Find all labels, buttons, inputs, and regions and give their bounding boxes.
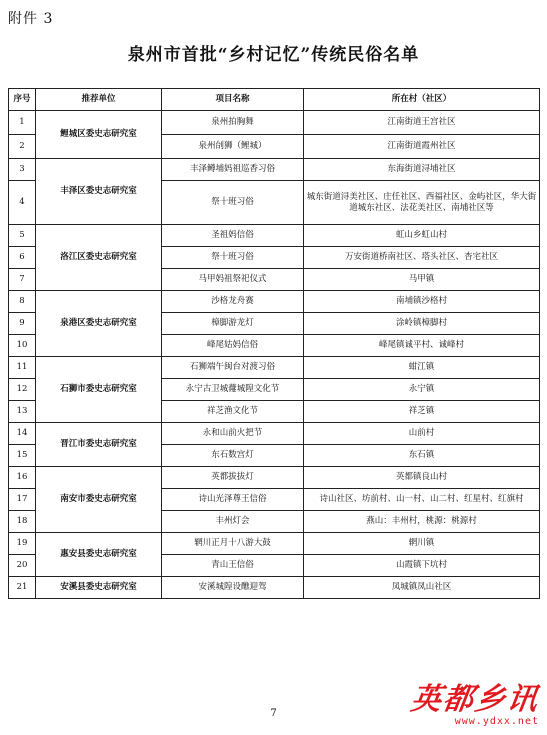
village-name: 祥芝镇 — [304, 401, 540, 423]
attachment-label: 附件 3 — [8, 11, 54, 27]
project-name: 辋川正月十八游大鼓 — [162, 533, 304, 555]
row-number: 3 — [9, 159, 36, 181]
recommending-unit: 晋江市委史志研究室 — [36, 423, 162, 467]
recommending-unit: 南安市委史志研究室 — [36, 467, 162, 533]
project-name: 安溪城隍设醮迎驾 — [162, 577, 304, 599]
watermark — [379, 682, 542, 727]
row-number: 8 — [9, 291, 36, 313]
row-number: 16 — [9, 467, 36, 489]
project-name: 樟脚游龙灯 — [162, 313, 304, 335]
row-number: 9 — [9, 313, 36, 335]
village-name: 山霞镇下坑村 — [304, 555, 540, 577]
project-name: 英都拔拔灯 — [162, 467, 304, 489]
watermark-logo: 英都乡讯 — [408, 682, 542, 717]
village-name: 燕山：丰州村，桃源：桃源村 — [304, 511, 540, 533]
row-number: 13 — [9, 401, 36, 423]
recommending-unit: 泉港区委史志研究室 — [36, 291, 162, 357]
row-number: 20 — [9, 555, 36, 577]
village-name: 江南街道霞州社区 — [304, 135, 540, 159]
row-number: 4 — [9, 181, 36, 225]
project-name: 祭十班习俗 — [162, 247, 304, 269]
project-name: 永宁古卫城蘉城隍文化节 — [162, 379, 304, 401]
project-name: 石狮端午闽台对渡习俗 — [162, 357, 304, 379]
recommending-unit: 鲤城区委史志研究室 — [36, 111, 162, 159]
village-name: 东海街道浔埔社区 — [304, 159, 540, 181]
row-number: 17 — [9, 489, 36, 511]
row-number: 21 — [9, 577, 36, 599]
project-name: 马甲妈祖祭祀仪式 — [162, 269, 304, 291]
header-num: 序号 — [9, 89, 36, 111]
village-name: 南埔镇沙格村 — [304, 291, 540, 313]
village-name: 虹山乡虹山村 — [304, 225, 540, 247]
project-name: 丰泽鳟埔妈祖巡香习俗 — [162, 159, 304, 181]
watermark-url: www.ydxx.net — [454, 716, 539, 727]
header-unit: 推荐单位 — [36, 89, 162, 111]
project-name: 东石数宫灯 — [162, 445, 304, 467]
row-number: 7 — [9, 269, 36, 291]
project-name: 圣祖妈信俗 — [162, 225, 304, 247]
document-title: 泉州市首批“乡村记忆”传统民俗名单 — [127, 45, 420, 65]
village-name: 涂岭镇樟脚村 — [304, 313, 540, 335]
village-name: 永宁镇 — [304, 379, 540, 401]
row-number: 1 — [9, 111, 36, 135]
village-name: 峰尾镇诚平村、诚峰村 — [304, 335, 540, 357]
project-name: 青山王信俗 — [162, 555, 304, 577]
project-name: 永和山前火把节 — [162, 423, 304, 445]
row-number: 15 — [9, 445, 36, 467]
recommending-unit: 安溪县委史志研究室 — [36, 577, 162, 599]
table-row — [9, 533, 540, 555]
village-name: 城东街道浔美社区、庄任社区、西福社区、金屿社区，华大街道城东社区、法花美社区、南埔社区等 — [304, 181, 540, 225]
table-row — [9, 577, 540, 599]
header-village: 所在村（社区） — [304, 89, 540, 111]
row-number: 18 — [9, 511, 36, 533]
row-number: 19 — [9, 533, 36, 555]
recommending-unit: 石狮市委史志研究室 — [36, 357, 162, 423]
table-row — [9, 423, 540, 445]
table-row — [9, 225, 540, 247]
village-name: 蚶江镇 — [304, 357, 540, 379]
village-name: 凤城镇凤山社区 — [304, 577, 540, 599]
project-name: 诗山光泽尊王信俗 — [162, 489, 304, 511]
table-header-row — [9, 89, 540, 111]
row-number: 11 — [9, 357, 36, 379]
row-number: 10 — [9, 335, 36, 357]
recommending-unit: 洛江区委史志研究室 — [36, 225, 162, 291]
project-name: 祥芝渔文化节 — [162, 401, 304, 423]
village-name: 江南街道王宫社区 — [304, 111, 540, 135]
village-name: 马甲镇 — [304, 269, 540, 291]
project-name: 峰尾姑妈信俗 — [162, 335, 304, 357]
row-number: 5 — [9, 225, 36, 247]
table-row — [9, 357, 540, 379]
project-name: 沙格龙舟赛 — [162, 291, 304, 313]
project-name: 祭十班习俗 — [162, 181, 304, 225]
recommending-unit: 丰泽区委史志研究室 — [36, 159, 162, 225]
table-row — [9, 291, 540, 313]
village-name: 诗山社区、坊前村、山一村、山二村、红星村、红旗村 — [304, 489, 540, 511]
table-row — [9, 111, 540, 135]
row-number: 2 — [9, 135, 36, 159]
row-number: 6 — [9, 247, 36, 269]
folk-customs-table — [8, 88, 540, 599]
row-number: 12 — [9, 379, 36, 401]
table-row — [9, 467, 540, 489]
project-name: 泉州刣狮（鲤城） — [162, 135, 304, 159]
project-name: 泉州拍胸舞 — [162, 111, 304, 135]
village-name: 东石镇 — [304, 445, 540, 467]
table-row — [9, 159, 540, 181]
village-name: 英都镇良山村 — [304, 467, 540, 489]
village-name: 万安街道桥南社区、塔头社区、杏宅社区 — [304, 247, 540, 269]
village-name: 山前村 — [304, 423, 540, 445]
page-number: 7 — [270, 708, 277, 719]
village-name: 辋川镇 — [304, 533, 540, 555]
recommending-unit: 惠安县委史志研究室 — [36, 533, 162, 577]
project-name: 丰州灯会 — [162, 511, 304, 533]
row-number: 14 — [9, 423, 36, 445]
header-project: 项目名称 — [162, 89, 304, 111]
